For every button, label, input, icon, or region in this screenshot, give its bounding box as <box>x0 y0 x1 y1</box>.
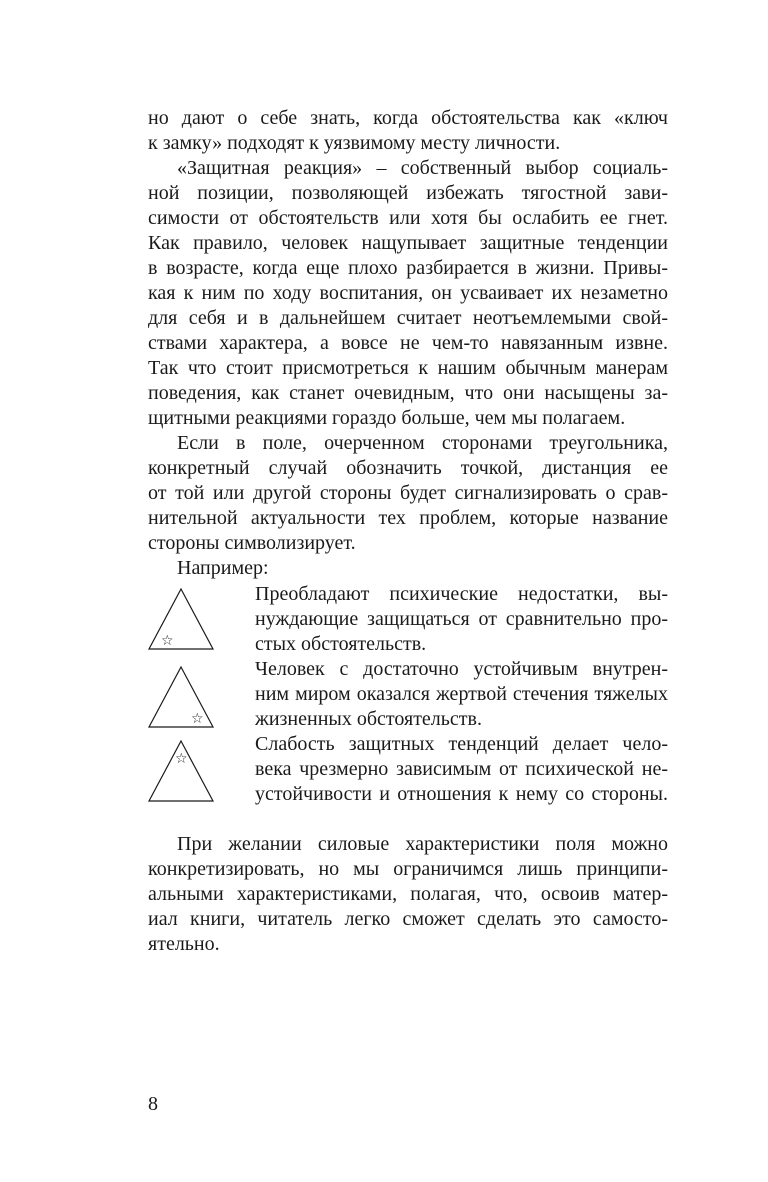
text-line: века чрезмерно зависимым от психической не- <box>255 758 668 780</box>
triangle-diagram-2 <box>148 666 214 728</box>
text-line: стороны символизирует. <box>148 532 356 554</box>
triangle-icon <box>149 741 213 801</box>
text-line: иал книги, читатель легко сможет сделать это самосто- <box>148 908 668 930</box>
text-line: поведения, как станет очевидным, что они насыщены за- <box>148 382 668 404</box>
triangle-diagram-1 <box>148 588 214 650</box>
text-line: но дают о себе знать, когда обстоятельства как «ключ <box>148 107 668 129</box>
text-line: Если в поле, очерченном сторонами треугольника, <box>177 432 668 454</box>
text-line: конкретный случай обозначить точкой, дистанция ее <box>148 457 668 479</box>
star-icon: ☆ <box>175 751 188 767</box>
text-line: щитными реакциями гораздо больше, чем мы полагаем. <box>148 407 626 429</box>
text-line: ним миром оказался жертвой стечения тяжелых <box>255 683 668 705</box>
text-line: ствами характера, а вовсе не чем-то навязанным извне. <box>148 332 668 354</box>
example-intro: Например: <box>177 557 269 579</box>
star-icon: ☆ <box>161 633 174 649</box>
text-line: кая к ним по ходу воспитания, он усваивает их незаметно <box>148 282 668 304</box>
text-line: ной позиции, позволяющей избежать тягостной зави- <box>148 182 668 204</box>
star-icon: ☆ <box>191 711 204 727</box>
text-line: устойчивости и отношения к нему со стороны. <box>255 783 668 805</box>
book-page <box>148 0 668 1182</box>
text-line: в возрасте, когда еще плохо разбирается в жизни. Привы- <box>148 257 668 279</box>
text-line: конкретизировать, но мы ограничимся лишь принципи- <box>148 858 668 880</box>
text-line: жизненных обстоятельств. <box>255 708 482 730</box>
text-line: «Защитная реакция» – собственный выбор социаль- <box>177 157 668 179</box>
text-line: Человек с достаточно устойчивым внутрен- <box>255 658 668 680</box>
text-line: Так что стоит присмотреться к нашим обычным манерам <box>148 357 668 379</box>
text-line: Как правило, человек нащупывает защитные тенденции <box>148 232 668 254</box>
text-line: ятельно. <box>148 933 220 955</box>
triangle-diagram-3 <box>148 740 214 802</box>
triangle-icon <box>149 589 213 649</box>
text-line: симости от обстоятельств или хотя бы ослабить ее гнет. <box>148 207 668 229</box>
text-line: Слабость защитных тенденций делает чело- <box>255 733 668 755</box>
page-number: 8 <box>148 1093 158 1115</box>
text-line: Преобладают психические недостатки, вы- <box>255 583 668 605</box>
text-line: альными характеристиками, полагая, что, освоив матер- <box>148 883 668 905</box>
text-line: от той или другой стороны будет сигнализировать о срав- <box>148 482 668 504</box>
text-line: стых обстоятельств. <box>255 633 427 655</box>
text-line: нительной актуальности тех проблем, которые название <box>148 507 668 529</box>
text-line: При желании силовые характеристики поля можно <box>177 833 668 855</box>
text-line: нуждающие защищаться от сравнительно про- <box>255 608 668 630</box>
text-line: для себя и в дальнейшем считает неотъемлемыми свой- <box>148 307 668 329</box>
text-line: к замку» подходят к уязвимому месту личности. <box>148 132 561 154</box>
